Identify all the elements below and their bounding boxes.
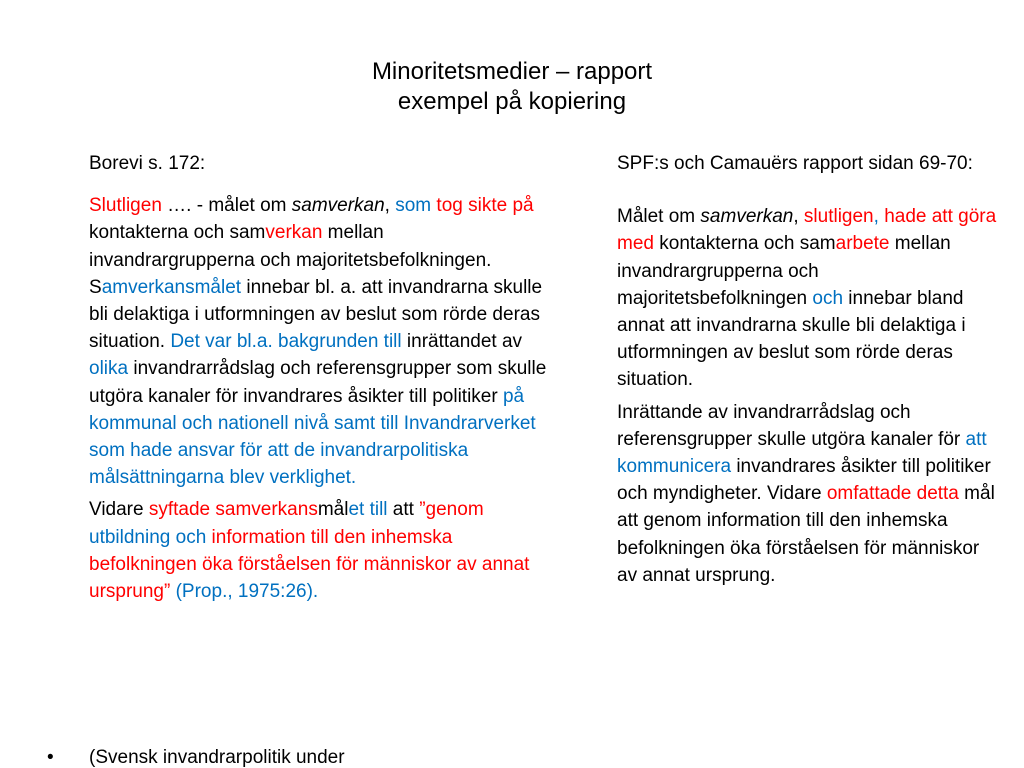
- left-column: [89, 150, 549, 605]
- text-run: verkan: [265, 222, 323, 244]
- text-run: kontakterna och sam: [653, 233, 836, 255]
- left-paragraph-1: [89, 192, 549, 491]
- text-run: Det var bl.a. bakgrunden till: [170, 331, 402, 353]
- text-run: ”genom: [419, 499, 484, 521]
- text-run: hade att göra med: [617, 206, 997, 255]
- text-run: Slutligen: [89, 195, 162, 217]
- bullet-item: [47, 744, 607, 768]
- text-run: Vidare: [89, 499, 149, 521]
- text-run: att kommunicera: [617, 428, 987, 478]
- right-paragraph-1: [617, 203, 997, 393]
- text-run: innebar bland annat att invandrarna skulle bli delaktiga i utformningen av beslut som rörde deras situation.: [617, 287, 966, 391]
- text-run: mellan invandrargrupperna och majoritetsbefolkningen. S: [89, 222, 492, 298]
- text-run: omfattade detta: [826, 483, 959, 505]
- text-run: kontakterna och sam: [89, 222, 266, 244]
- slide-title-line-2: exempel på kopiering: [397, 88, 627, 115]
- text-run: ,: [793, 206, 804, 228]
- text-run: et till: [348, 499, 388, 521]
- right-column: [617, 150, 997, 589]
- text-run: amverkansmålet: [101, 276, 242, 298]
- bullet-marker: •: [47, 747, 54, 768]
- text-run: på kommunal och nationell nivå samt till Invandrarverket som hade ansvar för att de invandrarpolitiska målsättningarna blev verklighet.: [89, 385, 536, 489]
- slide-title-line-1: Minoritetsmedier – rapport: [371, 58, 653, 85]
- text-run: mål: [317, 499, 349, 521]
- text-run: information till den inhemska befolkningen öka förståelsen för människor av annat ursprung”: [89, 526, 530, 603]
- text-run: syftade samverkans: [148, 499, 318, 521]
- text-run: slutligen: [803, 206, 874, 228]
- text-run: som: [395, 195, 432, 217]
- right-column-heading: SPF:s och Camauërs rapport sidan 69-70:: [617, 153, 973, 174]
- text-run: samverkan: [700, 206, 794, 228]
- text-run: Målet om: [617, 206, 701, 228]
- text-run: arbete: [835, 233, 890, 255]
- bullet-text: (Svensk invandrarpolitik under: [89, 747, 345, 768]
- text-run: inrättandet av: [401, 331, 523, 353]
- text-run: ,: [873, 206, 885, 228]
- text-run: (Prop., 1975:26).: [170, 581, 319, 603]
- slide-title: [0, 57, 1024, 117]
- text-run: samverkan: [291, 195, 385, 217]
- text-run: ,: [384, 195, 396, 217]
- left-column-heading: Borevi s. 172:: [89, 153, 206, 174]
- text-run: innebar bl. a. att invandrarna skulle bli delaktiga i utformningen av beslut som rörde deras situation.: [89, 276, 543, 353]
- left-paragraph-2: [89, 496, 549, 605]
- text-run: tog sikte på: [431, 195, 534, 217]
- text-run: utbildning och: [89, 526, 207, 548]
- text-run: och: [812, 287, 844, 309]
- right-paragraph-2: [617, 399, 997, 589]
- text-run: olika: [89, 358, 129, 380]
- text-run: Inrättande av invandrarrådslag och referensgrupper skulle utgöra kanaler för: [617, 401, 966, 450]
- text-run: att: [387, 499, 420, 521]
- text-run: invandrares åsikter till politiker och myndigheter. Vidare: [617, 456, 991, 505]
- text-run: invandrarrådslag och referensgrupper som skulle utgöra kanaler för invandrares åsikter till politiker: [89, 358, 547, 407]
- text-run: …. - målet om: [161, 195, 292, 217]
- text-run: mellan invandrargrupperna och majoritetsbefolkningen: [617, 233, 951, 309]
- text-run: mål att genom information till den inhemska befolkningen öka förståelsen för människor av annat ursprung.: [617, 483, 995, 586]
